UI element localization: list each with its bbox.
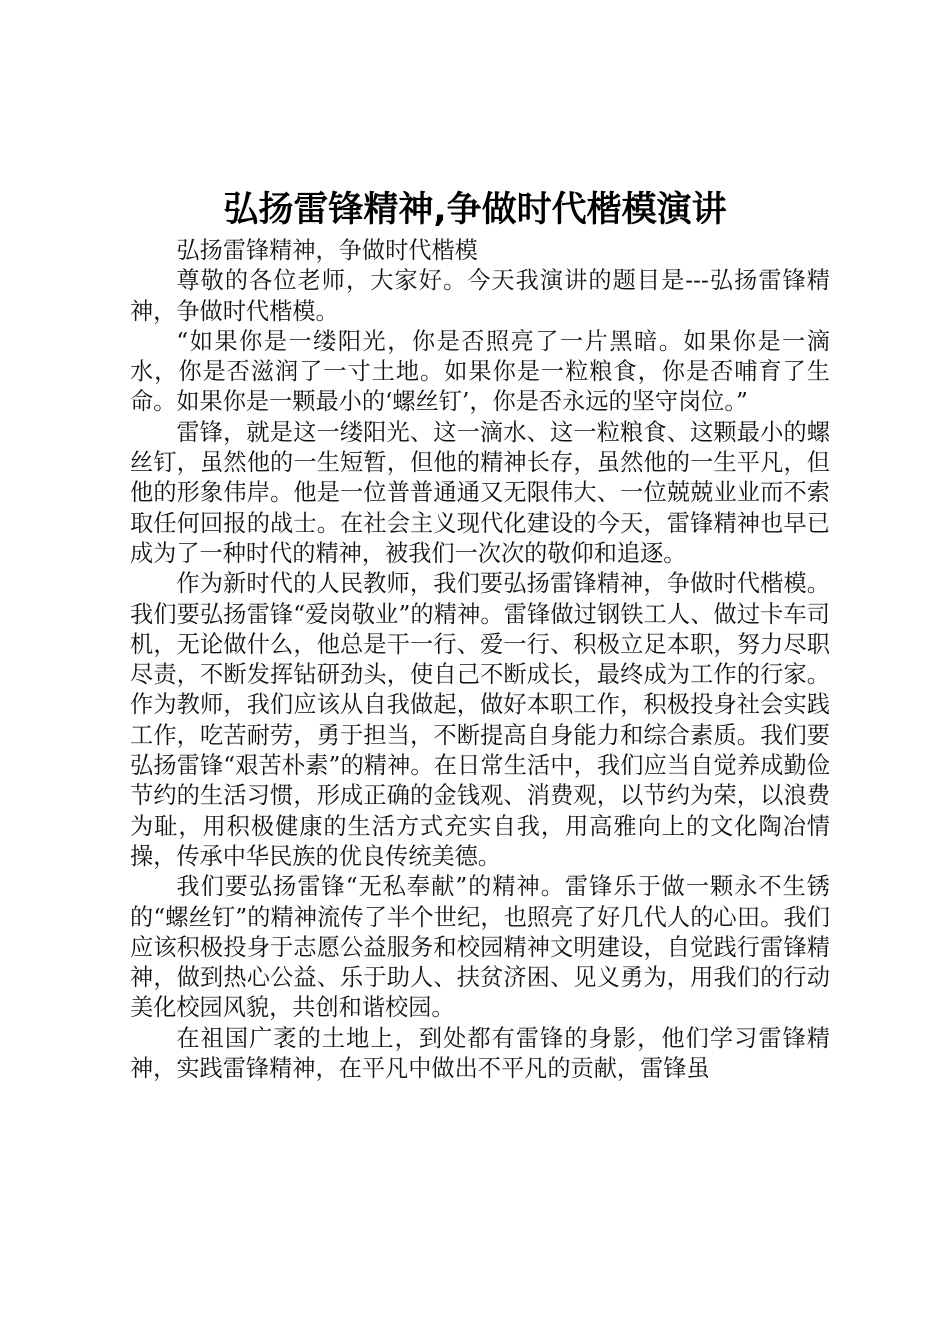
paragraph-quote: “如果你是一缕阳光，你是否照亮了一片黑暗。如果你是一滴水，你是否滋润了一寸土地。如果你是一粒粮食，你是否哺育了生命。如果你是一颗最小的‘螺丝钉’，你是否永远的坚守岗位。” [130, 327, 830, 416]
document-title: 弘扬雷锋精神,争做时代楷模演讲 [223, 190, 727, 230]
document-body [130, 236, 830, 1084]
paragraph-greeting: 尊敬的各位老师，大家好。今天我演讲的题目是---弘扬雷锋精神，争做时代楷模。 [130, 267, 830, 325]
paragraph-subtitle: 弘扬雷锋精神，争做时代楷模 [176, 237, 478, 264]
paragraph: 雷锋，就是这一缕阳光、这一滴水、这一粒粮食、这颗最小的螺丝钉，虽然他的一生短暂，但他的精神长存，虽然他的一生平凡，但他的形象伟岸。他是一位普普通通又无限伟大、一位兢兢业业而不索取任何回报的战士。在社会主义现代化建设的今天，雷锋精神也早已成为了一种时代的精神，被我们一次次的敬仰和追逐。 [130, 418, 830, 567]
paragraph: 在祖国广袤的土地上，到处都有雷锋的身影，他们学习雷锋精神，实践雷锋精神，在平凡中做出不平凡的贡献，雷锋虽 [130, 1024, 830, 1083]
paragraph: 作为新时代的人民教师，我们要弘扬雷锋精神，争做时代楷模。我们要弘扬雷锋“爱岗敬业”的精神。雷锋做过钢铁工人、做过卡车司机，无论做什么，他总是干一行、爱一行、积极立足本职，努力尽职尽责，不断发挥钻研劲头，使自己不断成长，最终成为工作的行家。作为教师，我们应该从自我做起，做好本职工作，积极投身社会实践工作，吃苦耐劳，勇于担当，不断提高自身能力和综合素质。我们要弘扬雷锋“艰苦朴素”的精神。在日常生活中，我们应当自觉养成勤俭节约的生活习惯，形成正确的金钱观、消费观，以节约为荣，以浪费为耻，用积极健康的生活方式充实自我，用高雅向上的文化陶冶情操，传承中华民族的优良传统美德。 [130, 570, 830, 870]
paragraph: 我们要弘扬雷锋“无私奉献”的精神。雷锋乐于做一颗永不生锈的“螺丝钉”的精神流传了半个世纪，也照亮了好几代人的心田。我们应该积极投身于志愿公益服务和校园精神文明建设，自觉践行雷锋精神，做到热心公益、乐于助人、扶贫济困、见义勇为，用我们的行动美化校园风貌，共创和谐校园。 [130, 873, 830, 1022]
